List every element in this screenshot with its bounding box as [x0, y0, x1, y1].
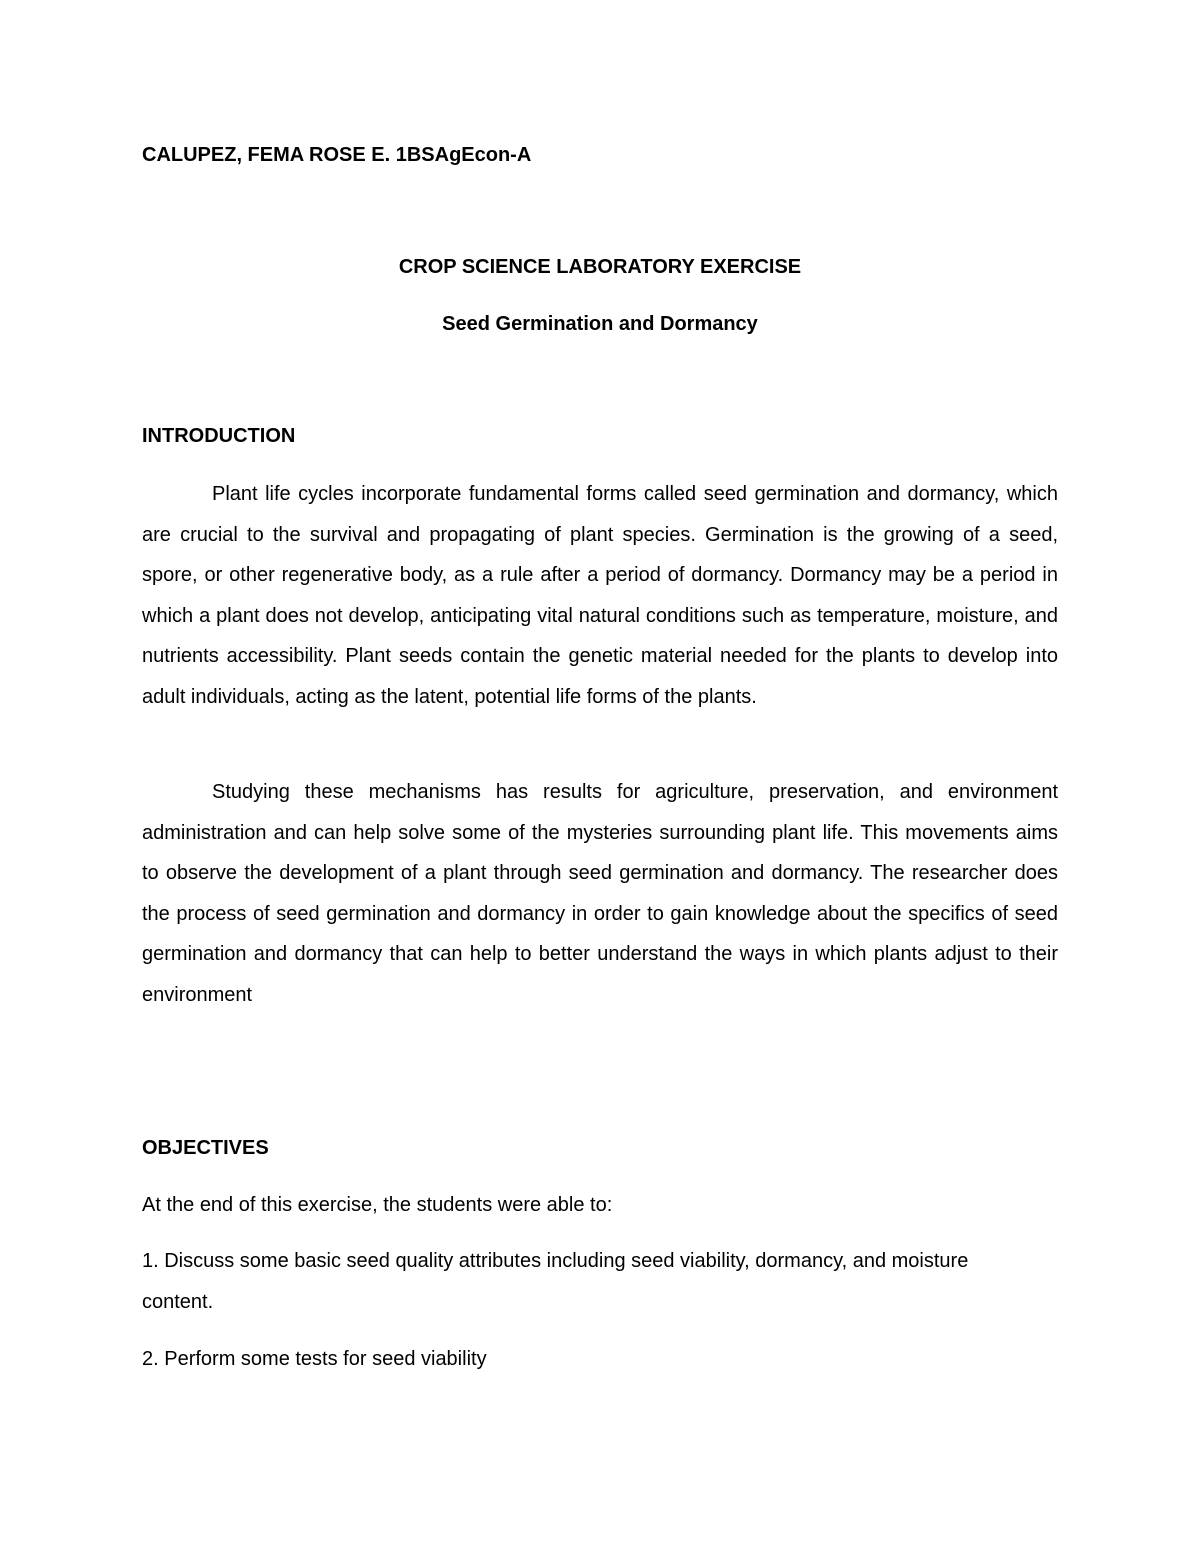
objectives-heading: OBJECTIVES: [142, 1137, 269, 1159]
introduction-paragraph: Studying these mechanisms has results for agriculture, preservation, and environment administration and can help solve some of the mysteries surrounding plant life. This movements aims to observe the development of a plant through seed germination and dormancy. The researcher does the process of seed germination and dormancy in order to gain knowledge about the specifics of seed germination and dormancy that can help to better understand the ways in which plants adjust to their environment: [142, 781, 1058, 1006]
objective-item: 1. Discuss some basic seed quality attributes including seed viability, dormancy, and moisture content.: [142, 1250, 969, 1313]
introduction-heading: INTRODUCTION: [142, 425, 296, 447]
author-line: CALUPEZ, FEMA ROSE E. 1BSAgEcon-A: [142, 144, 532, 166]
introduction-paragraph: Plant life cycles incorporate fundamental forms called seed germination and dormancy, which are crucial to the survival and propagating of plant species. Germination is the growing of a seed, spore, or other regenerative body, as a rule after a period of dormancy. Dormancy may be a period in which a plant does not develop, anticipating vital natural conditions such as temperature, moisture, and nutrients accessibility. Plant seeds contain the genetic material needed for the plants to develop into adult individuals, acting as the latent, potential life forms of the plants.: [142, 483, 1058, 708]
objectives-intro: At the end of this exercise, the students were able to:: [142, 1194, 613, 1216]
document-title: CROP SCIENCE LABORATORY EXERCISE: [398, 256, 802, 278]
document-subtitle: Seed Germination and Dormancy: [442, 313, 758, 335]
objective-item: 2. Perform some tests for seed viability: [142, 1348, 487, 1370]
